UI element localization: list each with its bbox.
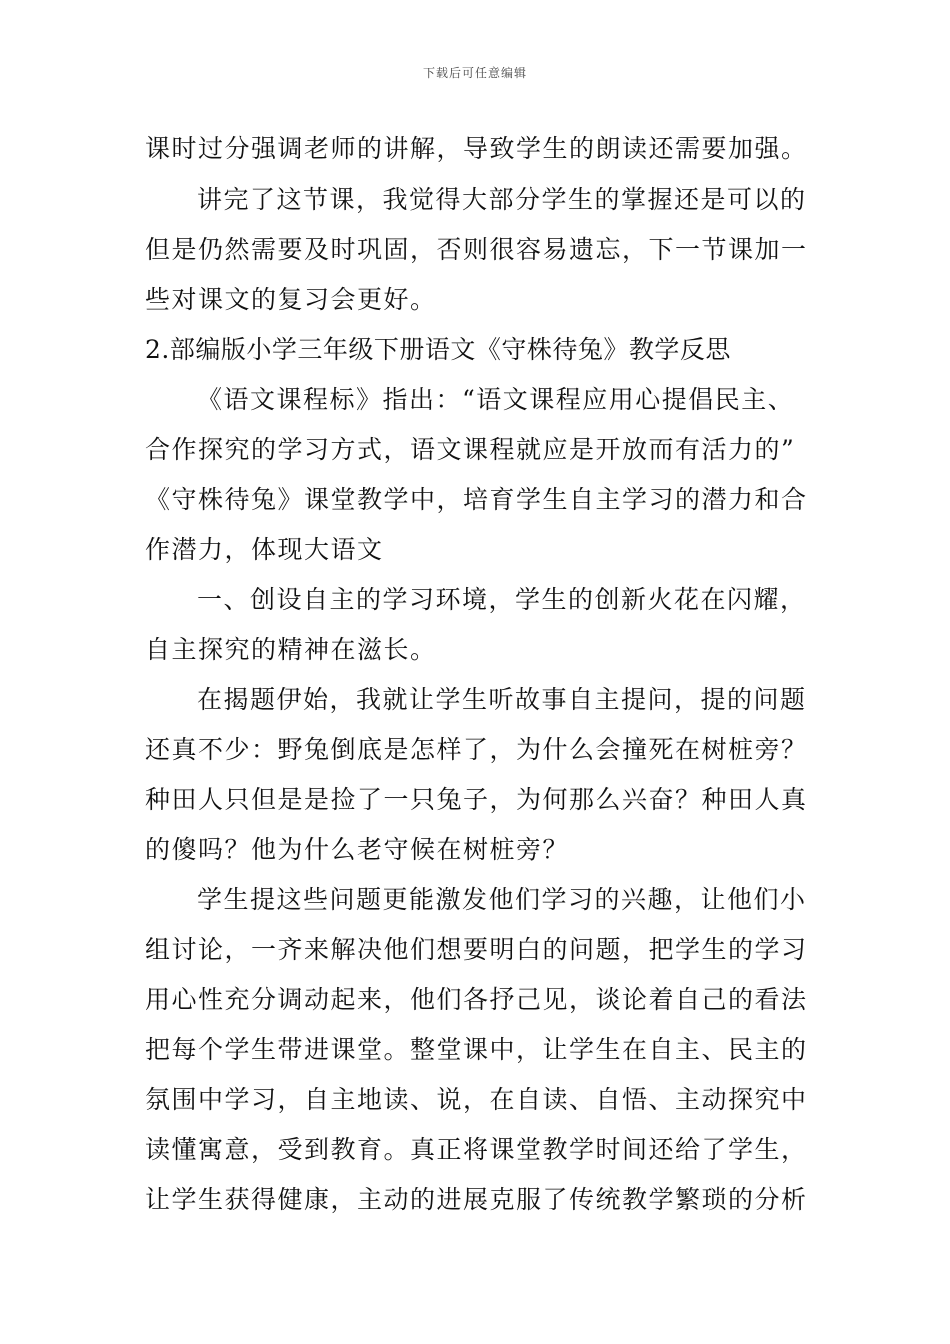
text-line: 些对课文的复习会更好。 — [145, 285, 437, 314]
text-line: 学生提这些问题更能激发他们学习的兴趣，让他们小 — [197, 885, 807, 914]
text-line: 的傻吗？他为什么老守候在树桩旁？ — [145, 835, 570, 864]
text-line: 但是仍然需要及时巩固，否则很容易遗忘，下一节课加一 — [145, 235, 808, 264]
text-line: 还真不少：野兔倒底是怎样了，为什么会撞死在树桩旁？ — [145, 735, 808, 764]
text-line: 氛围中学习，自主地读、说，在自读、自悟、主动探究中 — [145, 1085, 808, 1114]
text-line: 种田人只但是是捡了一只兔子，为何那么兴奋？种田人真 — [145, 785, 808, 814]
text-line: 自主探究的精神在滋长。 — [145, 635, 437, 664]
section-heading: 2.部编版小学三年级下册语文《守株待兔》教学反思 — [145, 335, 731, 364]
text-line: 合作探究的学习方式，语文课程就应是开放而有活力的” — [145, 435, 796, 464]
text-line: 《语文课程标》指出：“语文课程应用心提倡民主、 — [197, 385, 795, 414]
text-line: 《守株待兔》课堂教学中，培育学生自主学习的潜力和合 — [145, 485, 808, 514]
text-line: 读懂寓意，受到教育。真正将课堂教学时间还给了学生， — [145, 1135, 808, 1164]
text-line: 作潜力，体现大语文 — [145, 535, 384, 564]
text-line: 把每个学生带进课堂。整堂课中，让学生在自主、民主的 — [145, 1035, 808, 1064]
text-line: 组讨论，一齐来解决他们想要明白的问题，把学生的学习 — [145, 935, 808, 964]
text-line: 课时过分强调老师的讲解，导致学生的朗读还需要加强。 — [145, 134, 808, 163]
text-line: 让学生获得健康，主动的进展克服了传统教学繁琐的分析 — [145, 1185, 808, 1214]
page-header: 下载后可任意编辑 — [422, 66, 527, 80]
text-line: 一、创设自主的学习环境，学生的创新火花在闪耀， — [197, 585, 807, 614]
text-line: 讲完了这节课，我觉得大部分学生的掌握还是可以的 — [197, 185, 807, 214]
text-line: 在揭题伊始，我就让学生听故事自主提问，提的问题 — [197, 685, 807, 714]
text-line: 用心性充分调动起来，他们各抒己见，谈论着自己的看法 — [145, 985, 808, 1014]
